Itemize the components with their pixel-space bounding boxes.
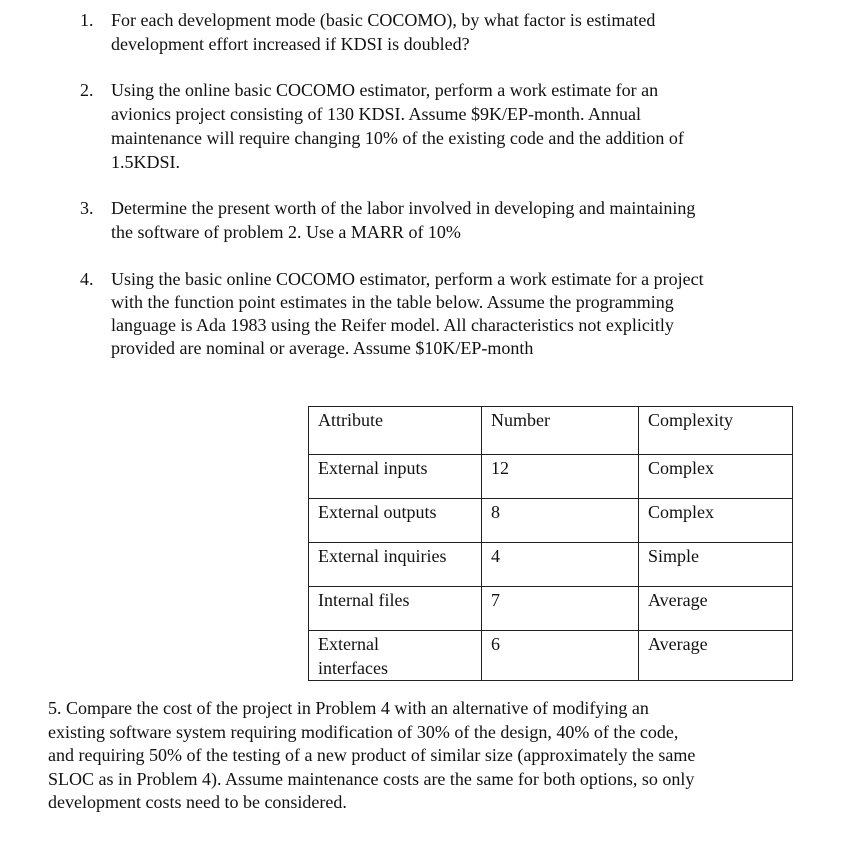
question-line: avionics project consisting of 130 KDSI. Assume $9K/EP-month. Annual bbox=[111, 104, 641, 124]
table-row bbox=[309, 455, 793, 499]
header-attribute: Attribute bbox=[309, 407, 482, 455]
question-line: development effort increased if KDSI is doubled? bbox=[111, 34, 470, 54]
table-row bbox=[309, 543, 793, 587]
question-line: SLOC as in Problem 4). Assume maintenance costs are the same for both options, so only bbox=[48, 768, 695, 789]
cell-attribute bbox=[309, 631, 482, 681]
cell-number: 8 bbox=[482, 499, 639, 543]
cell-complexity: Complex bbox=[639, 499, 793, 543]
header-complexity: Complexity bbox=[639, 407, 793, 455]
cell-number: 6 bbox=[482, 631, 639, 681]
cell-attribute: Internal files bbox=[309, 587, 482, 631]
cell-complexity: Average bbox=[639, 587, 793, 631]
header-number: Number bbox=[482, 407, 639, 455]
question-line: Determine the present worth of the labor involved in developing and maintaining bbox=[111, 198, 696, 218]
table-row bbox=[309, 587, 793, 631]
cell-complexity: Simple bbox=[639, 543, 793, 587]
cell-attribute: External outputs bbox=[309, 499, 482, 543]
question-line: existing software system requiring modification of 30% of the design, 40% of the code, bbox=[48, 721, 679, 742]
cell-attribute-line: interfaces bbox=[318, 657, 388, 678]
question-line: 1.5KDSI. bbox=[111, 152, 181, 172]
question-number: 1. bbox=[80, 10, 94, 30]
function-point-table bbox=[308, 406, 793, 681]
cell-attribute-line: External bbox=[318, 634, 379, 654]
cell-attribute: External inputs bbox=[309, 455, 482, 499]
question-line: with the function point estimates in the table below. Assume the programming bbox=[111, 292, 674, 312]
cell-number: 12 bbox=[482, 455, 639, 499]
question-line: For each development mode (basic COCOMO), by what factor is estimated bbox=[111, 10, 656, 30]
cell-number: 4 bbox=[482, 543, 639, 587]
question-line: maintenance will require changing 10% of the existing code and the addition of bbox=[111, 128, 684, 148]
question-5 bbox=[48, 697, 828, 815]
question-line: provided are nominal or average. Assume $10K/EP-month bbox=[111, 338, 534, 358]
question-line: 5. Compare the cost of the project in Problem 4 with an alternative of modifying an bbox=[48, 698, 649, 718]
table-row bbox=[309, 499, 793, 543]
question-number: 3. bbox=[80, 198, 94, 218]
cell-number: 7 bbox=[482, 587, 639, 631]
question-line: and requiring 50% of the testing of a new product of similar size (approximately the same bbox=[48, 745, 696, 765]
table-row bbox=[309, 631, 793, 681]
question-line: the software of problem 2. Use a MARR of 10% bbox=[111, 222, 461, 242]
table-header-row bbox=[309, 407, 793, 455]
question-line: Using the basic online COCOMO estimator, perform a work estimate for a project bbox=[111, 269, 704, 289]
question-number: 2. bbox=[80, 80, 94, 100]
cell-attribute: External inquiries bbox=[309, 543, 482, 587]
question-line: Using the online basic COCOMO estimator, perform a work estimate for an bbox=[111, 80, 659, 100]
question-line: development costs need to be considered. bbox=[48, 792, 347, 812]
question-number: 4. bbox=[80, 269, 94, 289]
cell-complexity: Complex bbox=[639, 455, 793, 499]
question-line: language is Ada 1983 using the Reifer model. All characteristics not explicitly bbox=[111, 315, 674, 335]
cell-complexity: Average bbox=[639, 631, 793, 681]
